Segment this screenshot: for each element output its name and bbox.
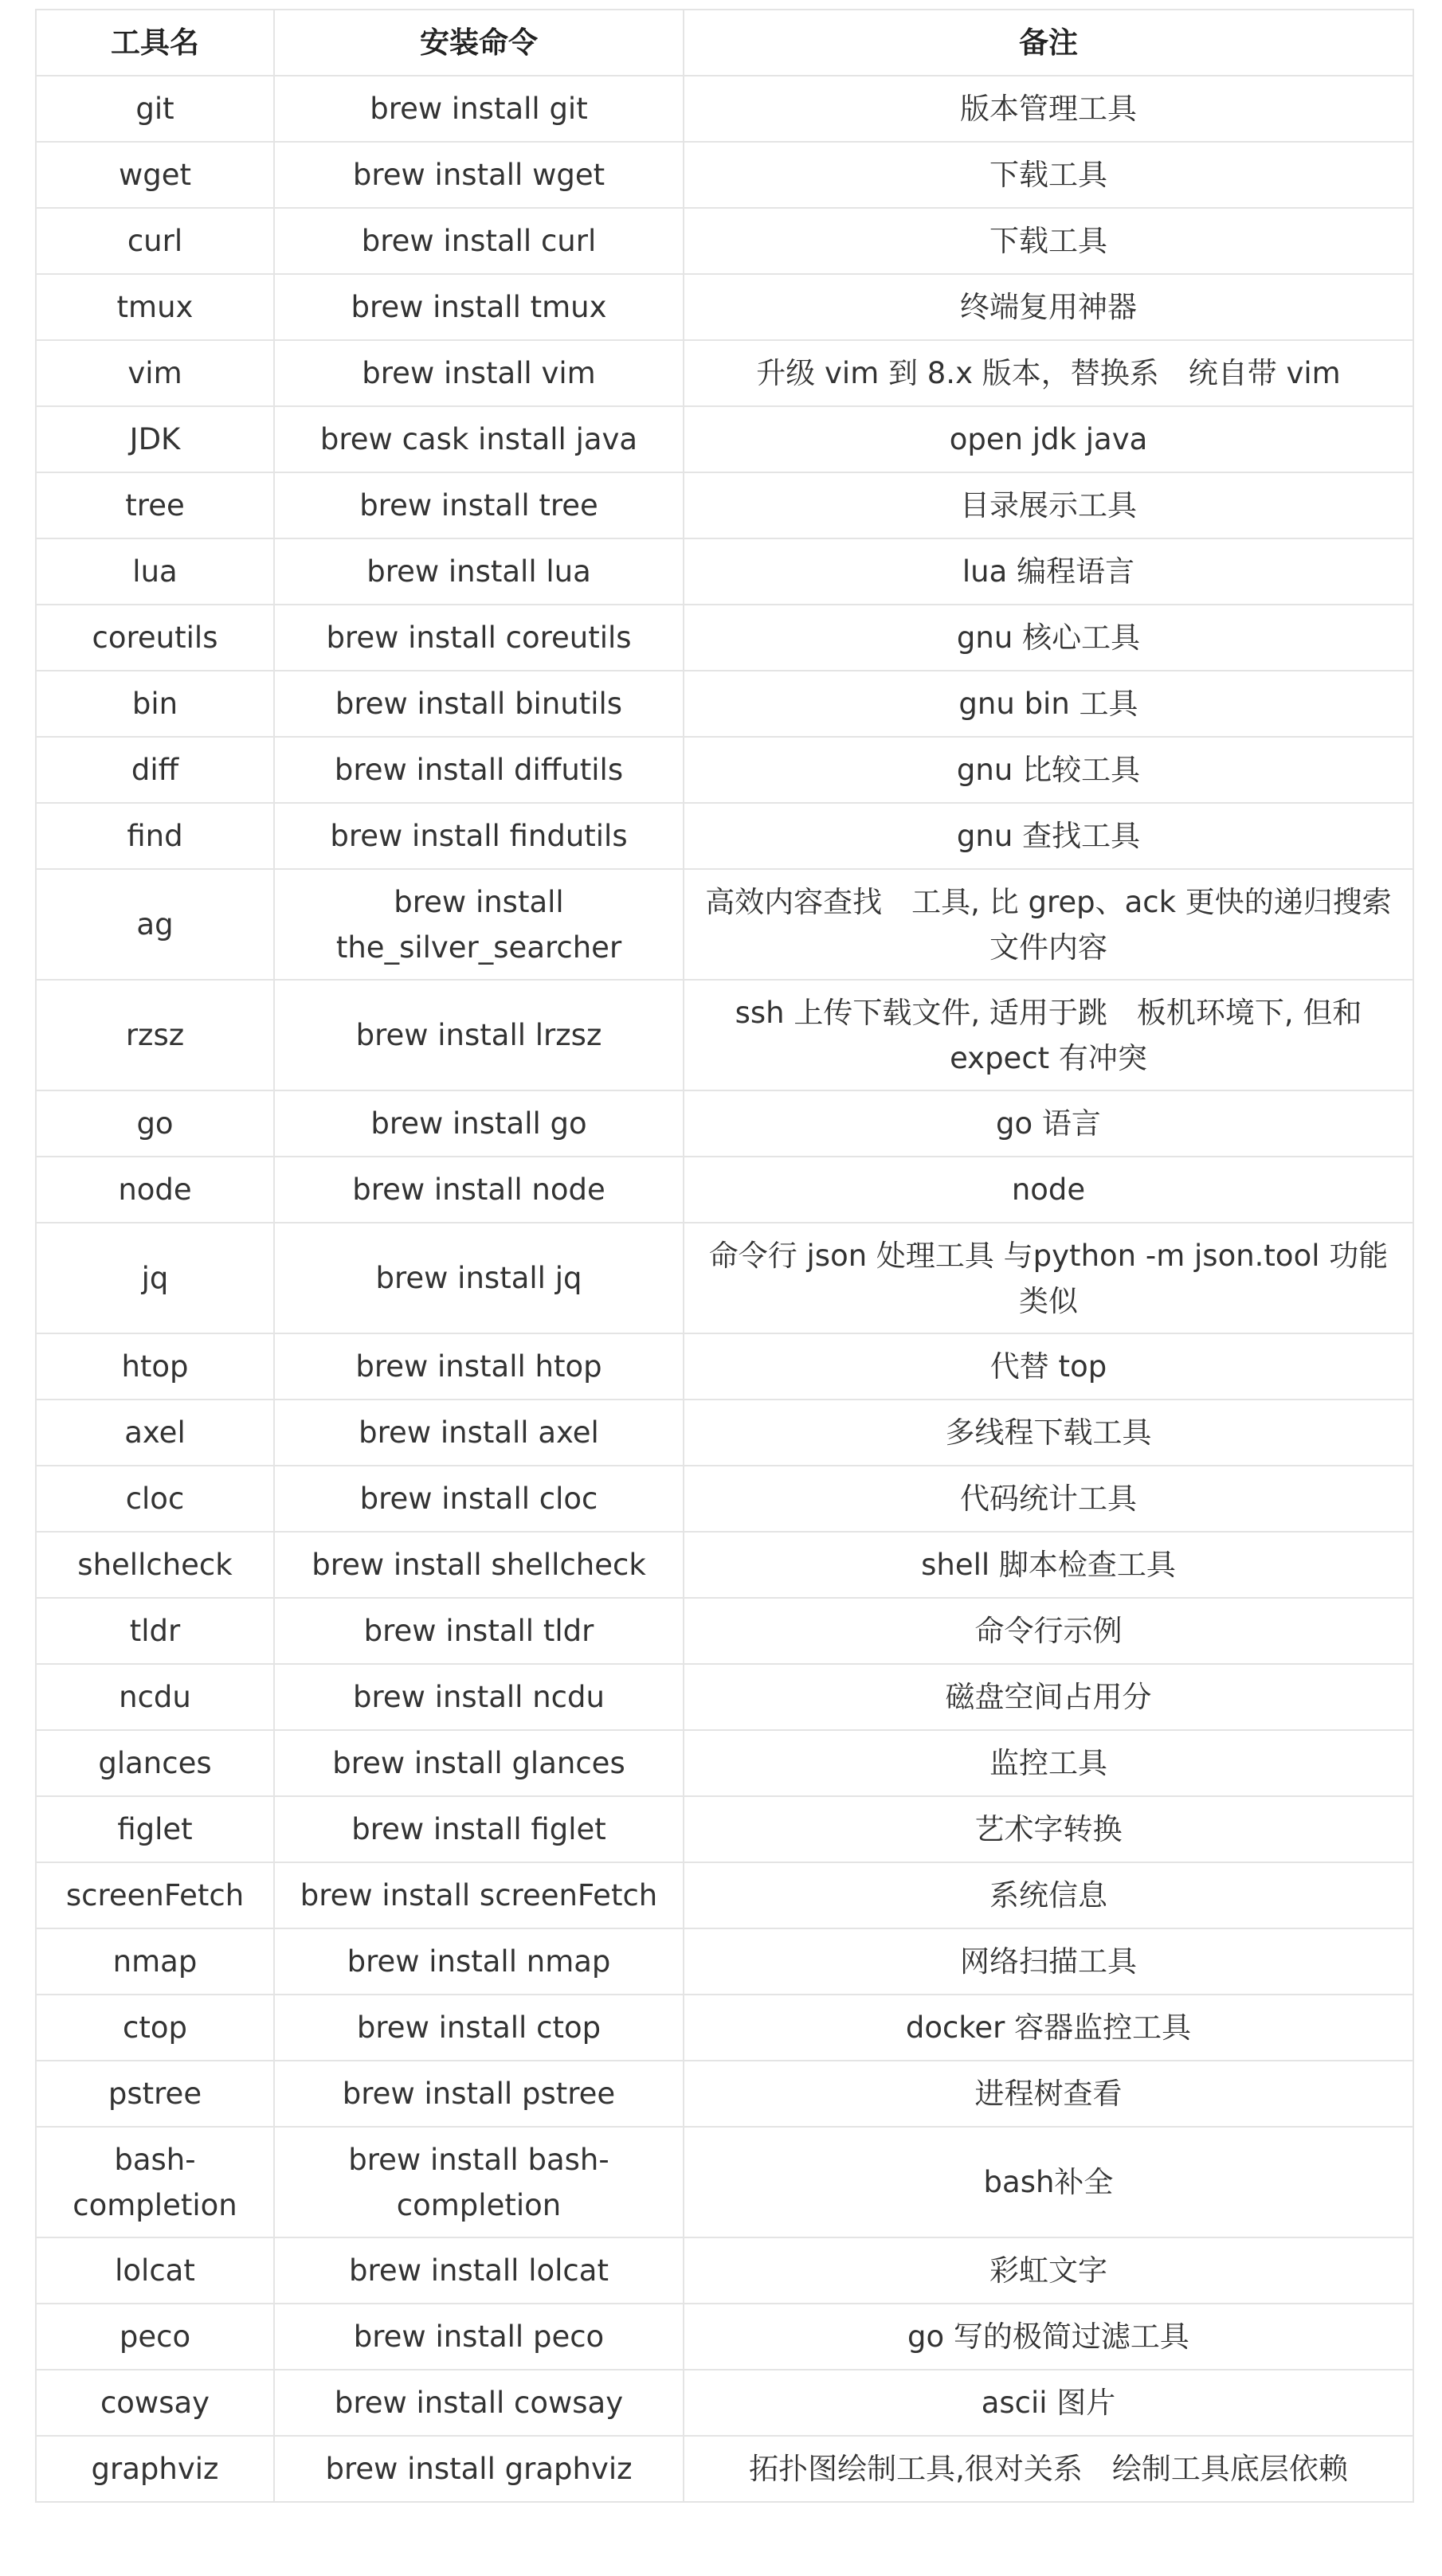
table-row xyxy=(36,2436,1413,2502)
cell-tool-name: wget xyxy=(36,142,274,208)
cell-tool-name: lolcat xyxy=(36,2237,274,2304)
header-notes: 备注 xyxy=(684,10,1413,76)
header-install-command: 安装命令 xyxy=(274,10,684,76)
cell-notes: 下载工具 xyxy=(684,142,1413,208)
cell-notes: 终端复用神器 xyxy=(684,274,1413,340)
table-row xyxy=(36,737,1413,803)
cell-install-command: brew install lua xyxy=(274,538,684,605)
table-row xyxy=(36,142,1413,208)
cell-install-command: brew install tldr xyxy=(274,1598,684,1664)
table-row xyxy=(36,980,1413,1090)
cell-tool-name: coreutils xyxy=(36,605,274,671)
cell-install-command: brew install cloc xyxy=(274,1466,684,1532)
cell-notes: gnu 核心工具 xyxy=(684,605,1413,671)
cell-tool-name: figlet xyxy=(36,1796,274,1862)
cell-notes: node xyxy=(684,1157,1413,1223)
cell-install-command: brew install binutils xyxy=(274,671,684,737)
cell-install-command: brew install ncdu xyxy=(274,1664,684,1730)
cell-install-command: brew install tree xyxy=(274,472,684,538)
table-row xyxy=(36,472,1413,538)
cell-notes: 目录展示工具 xyxy=(684,472,1413,538)
cell-notes: ssh 上传下载文件, 适用于跳 板机环境下, 但和 expect 有冲突 xyxy=(684,980,1413,1090)
cell-notes: 彩虹文字 xyxy=(684,2237,1413,2304)
table-row xyxy=(36,2237,1413,2304)
cell-tool-name: node xyxy=(36,1157,274,1223)
cell-install-command: brew install jq xyxy=(274,1223,684,1333)
cell-install-command: brew install coreutils xyxy=(274,605,684,671)
cell-install-command: brew install diffutils xyxy=(274,737,684,803)
cell-tool-name: pstree xyxy=(36,2061,274,2127)
cell-tool-name: JDK xyxy=(36,406,274,472)
table-row xyxy=(36,1532,1413,1598)
cell-install-command: brew install ctop xyxy=(274,1995,684,2061)
table-row xyxy=(36,1995,1413,2061)
cell-notes: gnu 比较工具 xyxy=(684,737,1413,803)
cell-notes: docker 容器监控工具 xyxy=(684,1995,1413,2061)
cell-install-command: brew install node xyxy=(274,1157,684,1223)
cell-notes: 命令行示例 xyxy=(684,1598,1413,1664)
cell-notes: 代替 top xyxy=(684,1333,1413,1400)
cell-tool-name: ctop xyxy=(36,1995,274,2061)
cell-notes: 拓扑图绘制工具,很对关系 绘制工具底层依赖 xyxy=(684,2436,1413,2502)
cell-tool-name: go xyxy=(36,1090,274,1157)
cell-notes: 网络扫描工具 xyxy=(684,1928,1413,1995)
table-row xyxy=(36,274,1413,340)
table-row xyxy=(36,538,1413,605)
cell-tool-name: graphviz xyxy=(36,2436,274,2502)
cell-install-command: brew install vim xyxy=(274,340,684,406)
cell-tool-name: htop xyxy=(36,1333,274,1400)
table-row xyxy=(36,1090,1413,1157)
cell-install-command: brew cask install java xyxy=(274,406,684,472)
cell-tool-name: bin xyxy=(36,671,274,737)
table-row xyxy=(36,1664,1413,1730)
table-row xyxy=(36,1730,1413,1796)
cell-install-command: brew install lolcat xyxy=(274,2237,684,2304)
cell-tool-name: glances xyxy=(36,1730,274,1796)
table-row xyxy=(36,1333,1413,1400)
cell-install-command: brew install nmap xyxy=(274,1928,684,1995)
tools-table xyxy=(35,9,1414,2503)
cell-notes: 监控工具 xyxy=(684,1730,1413,1796)
table-row xyxy=(36,2127,1413,2237)
cell-install-command: brew install peco xyxy=(274,2304,684,2370)
table-row xyxy=(36,406,1413,472)
cell-tool-name: ag xyxy=(36,869,274,980)
table-row xyxy=(36,208,1413,274)
cell-notes: go 写的极简过滤工具 xyxy=(684,2304,1413,2370)
cell-notes: 升级 vim 到 8.x 版本，替换系 统自带 vim xyxy=(684,340,1413,406)
cell-tool-name: curl xyxy=(36,208,274,274)
cell-tool-name: cowsay xyxy=(36,2370,274,2436)
cell-notes: bash补全 xyxy=(684,2127,1413,2237)
cell-tool-name: rzsz xyxy=(36,980,274,1090)
table-row xyxy=(36,671,1413,737)
cell-install-command: brew install git xyxy=(274,76,684,142)
cell-install-command: brew install graphviz xyxy=(274,2436,684,2502)
table-row xyxy=(36,1466,1413,1532)
cell-notes: shell 脚本检查工具 xyxy=(684,1532,1413,1598)
cell-notes: go 语言 xyxy=(684,1090,1413,1157)
table-row xyxy=(36,803,1413,869)
cell-tool-name: diff xyxy=(36,737,274,803)
cell-notes: ascii 图片 xyxy=(684,2370,1413,2436)
cell-tool-name: vim xyxy=(36,340,274,406)
cell-install-command: brew install htop xyxy=(274,1333,684,1400)
cell-install-command: brew install axel xyxy=(274,1400,684,1466)
cell-tool-name: shellcheck xyxy=(36,1532,274,1598)
table-row xyxy=(36,2370,1413,2436)
cell-tool-name: screenFetch xyxy=(36,1862,274,1928)
table-row xyxy=(36,1796,1413,1862)
cell-tool-name: axel xyxy=(36,1400,274,1466)
table-row xyxy=(36,340,1413,406)
cell-install-command: brew install the_silver_searcher xyxy=(274,869,684,980)
cell-notes: gnu bin 工具 xyxy=(684,671,1413,737)
cell-tool-name: ncdu xyxy=(36,1664,274,1730)
cell-notes: open jdk java xyxy=(684,406,1413,472)
table-row xyxy=(36,1157,1413,1223)
table-row xyxy=(36,869,1413,980)
cell-install-command: brew install figlet xyxy=(274,1796,684,1862)
cell-tool-name: cloc xyxy=(36,1466,274,1532)
cell-notes: 艺术字转换 xyxy=(684,1796,1413,1862)
table-row xyxy=(36,76,1413,142)
cell-install-command: brew install screenFetch xyxy=(274,1862,684,1928)
table-row xyxy=(36,1928,1413,1995)
cell-tool-name: tmux xyxy=(36,274,274,340)
cell-install-command: brew install go xyxy=(274,1090,684,1157)
table-row xyxy=(36,2304,1413,2370)
cell-notes: 系统信息 xyxy=(684,1862,1413,1928)
cell-notes: 多线程下载工具 xyxy=(684,1400,1413,1466)
cell-tool-name: git xyxy=(36,76,274,142)
header-tool-name: 工具名 xyxy=(36,10,274,76)
table-row xyxy=(36,1598,1413,1664)
cell-install-command: brew install tmux xyxy=(274,274,684,340)
cell-install-command: brew install glances xyxy=(274,1730,684,1796)
cell-install-command: brew install bash-completion xyxy=(274,2127,684,2237)
cell-notes: gnu 查找工具 xyxy=(684,803,1413,869)
cell-tool-name: lua xyxy=(36,538,274,605)
table-row xyxy=(36,605,1413,671)
cell-notes: 代码统计工具 xyxy=(684,1466,1413,1532)
cell-notes: 进程树查看 xyxy=(684,2061,1413,2127)
cell-install-command: brew install cowsay xyxy=(274,2370,684,2436)
cell-tool-name: tldr xyxy=(36,1598,274,1664)
cell-install-command: brew install curl xyxy=(274,208,684,274)
cell-notes: 下载工具 xyxy=(684,208,1413,274)
cell-notes: lua 编程语言 xyxy=(684,538,1413,605)
cell-install-command: brew install lrzsz xyxy=(274,980,684,1090)
table-header-row xyxy=(36,10,1413,76)
cell-install-command: brew install findutils xyxy=(274,803,684,869)
cell-notes: 磁盘空间占用分 xyxy=(684,1664,1413,1730)
table-row xyxy=(36,2061,1413,2127)
cell-tool-name: find xyxy=(36,803,274,869)
cell-install-command: brew install wget xyxy=(274,142,684,208)
cell-install-command: brew install shellcheck xyxy=(274,1532,684,1598)
cell-tool-name: peco xyxy=(36,2304,274,2370)
cell-notes: 高效内容查找 工具, 比 grep、ack 更快的递归搜索文件内容 xyxy=(684,869,1413,980)
cell-notes: 命令行 json 处理工具 与python -m json.tool 功能类似 xyxy=(684,1223,1413,1333)
cell-tool-name: nmap xyxy=(36,1928,274,1995)
cell-tool-name: jq xyxy=(36,1223,274,1333)
cell-notes: 版本管理工具 xyxy=(684,76,1413,142)
table-row xyxy=(36,1862,1413,1928)
cell-tool-name: tree xyxy=(36,472,274,538)
table-row xyxy=(36,1223,1413,1333)
table-row xyxy=(36,1400,1413,1466)
cell-install-command: brew install pstree xyxy=(274,2061,684,2127)
cell-tool-name: bash-completion xyxy=(36,2127,274,2237)
